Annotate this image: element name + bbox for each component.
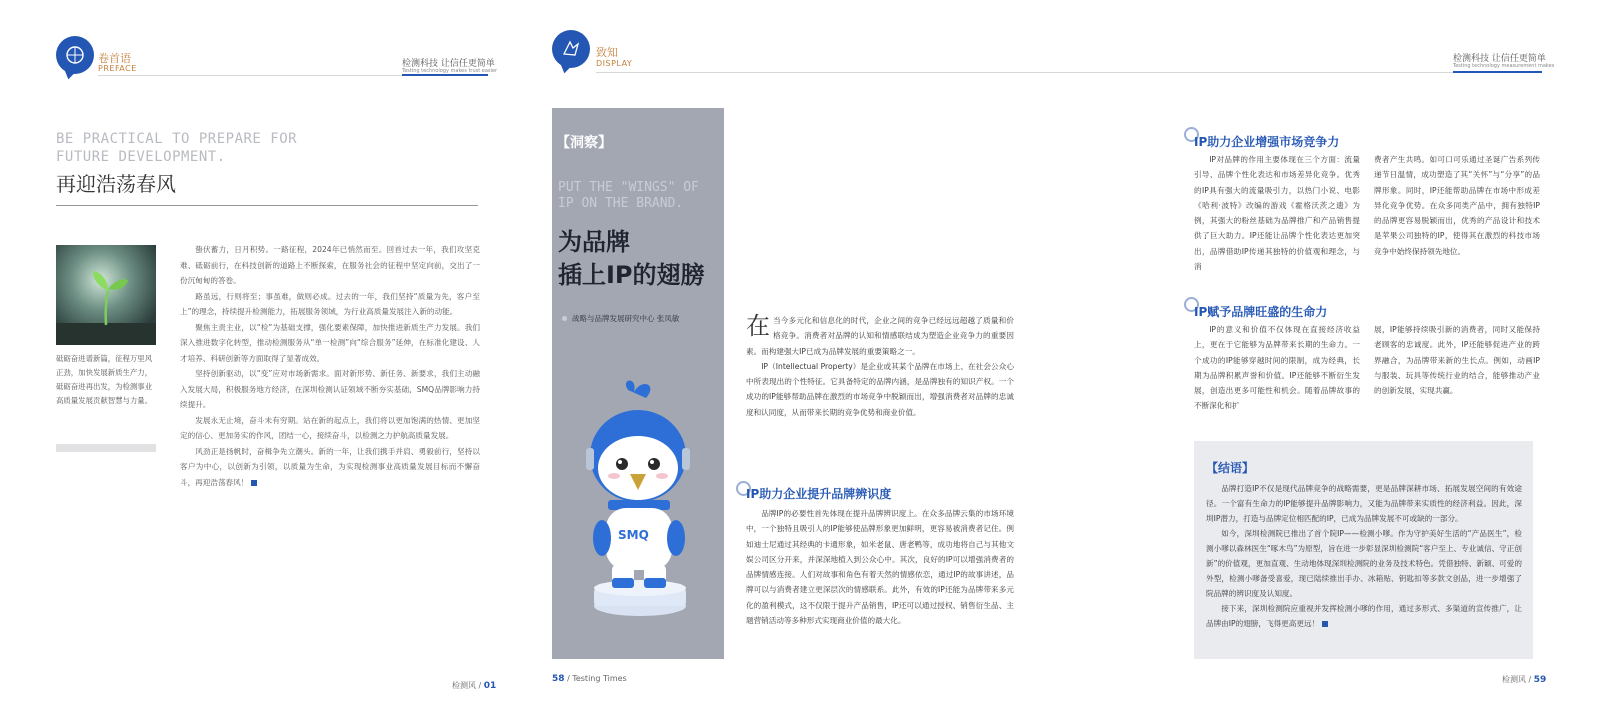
folio-right-text: 检测风 / [1502,675,1534,684]
end-square-icon [251,480,257,486]
mascot-figure [568,378,708,623]
folio-middle-text: / Testing Times [564,674,627,683]
section-label-zh: 卷首语 [98,52,131,65]
section1-paragraph: 品牌IP的必要性首先体现在提升品牌辨识度上。在众多品牌云集的市场环境中，一个独特且吸引人的IP能够使品牌形象更加鲜明，更容易被消费者记住。例如迪士尼通过其经典的卡通形象，如米老鼠、唐老鸭等，成功地将自己与其他文娱公司区分开来，并深深地植入到公众心中。其次，良好的IP可以增强消费者的品牌情感连接。人们对故事和角色有着天然的情感依恋，通过IP的故事讲述，品牌可以与消费者建立更深层次的情感联系。此外，有效的IP还能为品牌带来多元化的盈利模式，这不仅限于提升产品销售，IP还可以通过授权、销售衍生品、主题营销活动等多种形式实现商业价值的最大化。 [746,509,1014,626]
headline-zh: 再迎浩荡春风 [56,172,176,196]
sprout-photo [56,245,156,345]
panel-en-title-1: PUT THE "WINGS" OF [558,180,699,195]
section3-title: IP赋予品牌旺盛的生命力 [1194,305,1328,319]
end-square-icon [1322,621,1328,627]
section2-col2-text: 费者产生共鸣。如可口可乐通过圣诞广告系列传递节日温情，成功塑造了其“关怀”与“分享”的品牌形象。同时，IP还能帮助品牌在市场中形成差异化竞争优势。在众多同类产品中，拥有独特IP的品牌更容易脱颖而出，优秀的产品设计和技术是苹果公司独特的IP，使得其在激烈的科技市场竞争中始终保持领先地位。 [1374,155,1540,256]
conclusion-body [1206,481,1522,631]
section3-col1-text: IP的意义和价值不仅体现在直接经济收益上，更在于它能够为品牌带来长期的生命力。一个成功的IP能够穿越时间的限制，成为经典，长期为品牌积累声誉和价值。IP还能够不断衍生发展，创造出更多可能性和机会。随着品牌故事的不断深化和扩 [1194,325,1360,411]
header-rule [596,72,1064,73]
folio-left-text: 检测风 / [452,681,484,690]
article-title-line2: 插上IP的翅膀 [558,261,705,289]
body-paragraph-1: 蛰伏蓄力，日月积势。一路征程，2024年已悄然而至。回首过去一年，我们攻坚克难、砥砺前行，在科技创新的道路上不断探索，在服务社会的征程中坚定向前，交出了一份沉甸甸的答卷。 [180,245,480,285]
body-paragraph-6 [180,444,480,491]
article-intro [746,313,1014,420]
slogan: 检测科技 让信任更简单 [1453,54,1546,64]
slogan-sub: Testing technology measurement makes [1453,63,1555,69]
body-paragraph-6-text: 风劲正是扬帆时，奋楫争先立潮头。新的一年，让我们携手并肩、勇毅前行，坚持以客户为中心，以创新为引领，以质量为生命，为实现检测事业高质量发展目标而不懈奋斗，再迎浩荡春风！ [180,446,480,487]
body-paragraph-2: 路虽远，行则将至；事虽难，做则必成。过去的一年，我们坚持“质量为先，客户至上”的理念，持续提升检测能力，拓展服务领域，为行业高质量发展注入新的动能。 [180,291,480,316]
headline-en-2: FUTURE DEVELOPMENT. [56,149,226,165]
section3-col2-text: 展，IP能够持续吸引新的消费者，同时又能保持老顾客的忠诚度。此外，IP还能够促进产业的跨界融合，为品牌带来新的生长点。例如，动画IP与服装、玩具等传统行业的结合，能够推动产业的创新发展，实现共赢。 [1374,325,1540,396]
headline-rule [56,205,478,206]
folio-middle-number: 58 [552,674,565,684]
display-page-left [532,0,1064,722]
header-accent-rule [1453,71,1542,73]
conclusion-paragraph-1: 品牌打造IP不仅是现代品牌竞争的战略需要，更是品牌深耕市场、拓展发展空间的有效途径。一个富有生命力的IP能够提升品牌影响力，又能为品牌带来实质性的经济利益。因此，深圳IP潜力，打造与品牌定位相匹配的IP，已成为品牌发展不可或缺的一部分。 [1206,484,1522,523]
headline-en-1: BE PRACTICAL TO PREPARE FOR [56,131,298,147]
section3-col1 [1194,322,1360,414]
section2-col2 [1374,152,1540,259]
section-label-en: PREFACE [98,64,137,73]
section1-body [746,506,1014,628]
conclusion-paragraph-2: 如今，深圳检测院已推出了首个院IP——检测小嗲。作为守护美好生活的“产品医生”，检测小嗲以森林医生“啄木鸟”为原型，旨在进一步彰显深圳检测院“客户至上、专业诚信、守正创新”的价值观，更加直观、生动地体现深圳检测院的业务及技术特色。凭借独特、新颖、可爱的外型，检测小嗲备受喜爱，现已陆续推出手办、冰箱贴、钥匙扣等多款文创品，进一步增强了院品牌的辨识度及认知度。 [1206,529,1522,598]
folio-left [452,680,496,691]
display-page-right [1064,0,1600,722]
preface-page [0,0,532,722]
section3-col2 [1374,322,1540,398]
section-tag: 【洞察】 [556,135,612,151]
logo-mark-icon [552,30,590,68]
folio-middle [552,674,627,684]
caption-bar [56,444,156,452]
conclusion-paragraph-3 [1206,601,1522,631]
conclusion-box [1194,441,1533,659]
slogan-sub: Testing technology makes trust easier [402,68,498,74]
section2-col1-text: IP对品牌的作用主要体现在三个方面：流量引导、品牌个性化表达和市场差异化竞争。优秀的IP具有强大的流量吸引力，以热门小说、电影《哈利·波特》改编的游戏《霍格沃茨之遗》为例，其强大的粉丝基础为品牌推广和产品销售提供了巨大助力。IP还能让品牌个性化表达更加突出，品牌借助IP传递其独特的价值观和理念，与消 [1194,155,1360,272]
body-paragraph-4: 坚持创新驱动，以“变”应对市场新需求。面对新形势、新任务、新要求，我们主动融入发展大局，积极服务地方经济，在深圳检测认证领域不断夯实基础，SMQ品牌影响力持续提升。 [180,369,480,409]
conclusion-paragraph-3-text: 接下来，深圳检测院应重视并发挥检测小嗲的作用，通过多形式、多渠道的宣传推广，让品牌由IP的翅膀，飞得更高更远！ [1206,604,1522,628]
header-accent-rule [402,74,488,76]
folio-left-number: 01 [483,681,497,691]
section-label-en: DISPLAY [596,59,633,68]
mascot-badge: SMQ [618,528,649,542]
logo-mark-icon [56,36,94,74]
section2-col1 [1194,152,1360,274]
feature-panel [552,108,724,659]
folio-right [1502,674,1546,685]
author-bullet-icon [562,316,567,321]
intro-paragraph-1: 当今多元化和信息化的时代，企业之间的竞争已经远远超越了质量和价格竞争。消费者对品牌的认知和情感联结成为塑造企业竞争力的重要因素。而构建强大IP已成为品牌发展的重要策略之一。 [746,316,1014,356]
section-label-zh: 致知 [596,46,618,59]
slogan: 检测科技 让信任更简单 [402,59,495,69]
conclusion-title: 【结语】 [1206,461,1255,475]
intro-paragraph-2: IP（Intellectual Property）是企业或其某个品牌在市场上、在社会公众心中所表现出的个性特征。它具备特定的品牌内涵，是品牌独有的知识产权。一个成功的IP能够帮助品牌在激烈的市场竞争中脱颖而出，增强消费者对品牌的忠诚度和认同度，从而带来长期的竞争优势和商业价值。 [746,361,1014,417]
photo-caption: 砥砺奋进谱新篇，征程万里风正劲，加快发展新质生产力，砥砺奋进再出发，为检测事业高质量发展贡献智慧与力量。 [56,354,153,405]
body-paragraph-3: 聚焦主责主业，以“检”为基础支撑，强化要素保障，加快推进新质生产力发展。我们深入推进数字化转型，推动检测服务从“单一检测”向“综合服务”延伸，在标准化建设、人才培养、科研创新等方面取得了显著成效。 [180,322,480,363]
folio-right-number: 59 [1533,675,1547,685]
preface-body [180,242,480,490]
body-paragraph-5: 发展永无止境，奋斗未有穷期。站在新的起点上，我们将以更加饱满的热情、更加坚定的信心、更加务实的作风，团结一心，接续奋斗，以检测之力护航高质量发展。 [180,415,480,440]
author-line: 战略与品牌发展研究中心 张凤敏 [572,314,680,323]
section2-title: IP助力企业增强市场竞争力 [1194,135,1340,149]
article-title-line1: 为品牌 [558,228,630,256]
section1-title: IP助力企业提升品牌辨识度 [746,487,892,501]
drop-cap: 在 [746,312,770,340]
panel-en-title-2: IP ON THE BRAND. [558,196,684,211]
